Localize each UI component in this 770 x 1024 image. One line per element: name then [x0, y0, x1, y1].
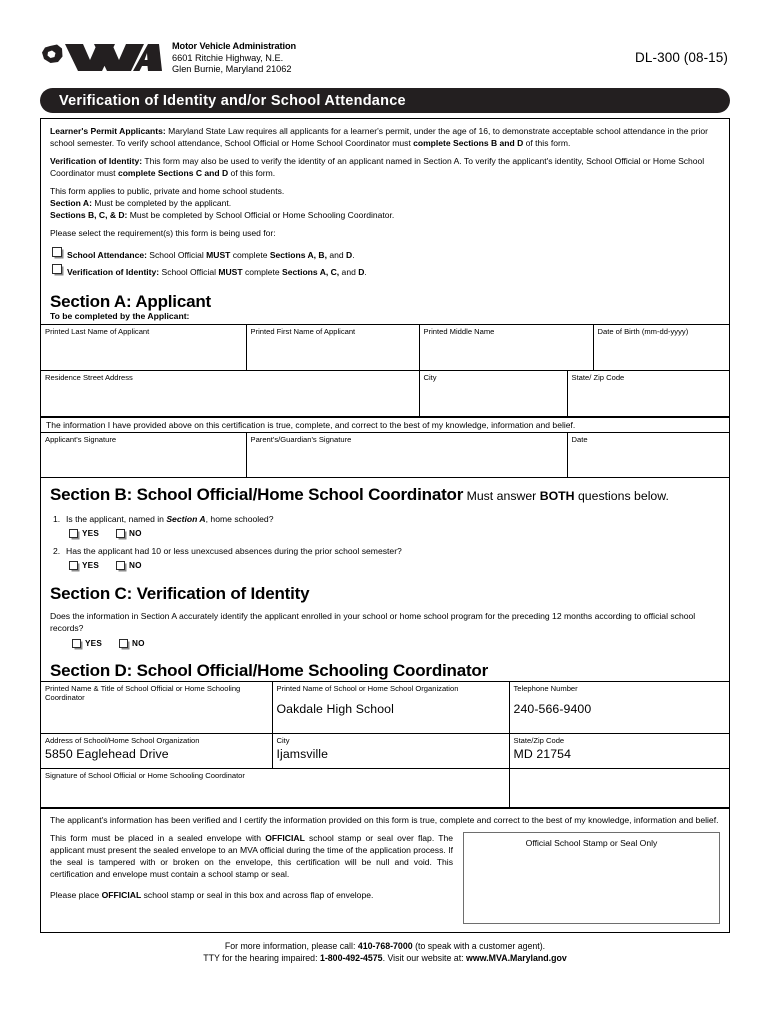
section-d-official-fields	[41, 681, 729, 734]
checkbox-verification-of-identity[interactable]	[52, 264, 62, 274]
intro-text-2c: of this form.	[228, 167, 276, 178]
question-number: 2.	[53, 545, 61, 556]
field-school-city[interactable]	[272, 734, 509, 769]
form-body-frame	[40, 118, 730, 933]
checkbox-label-verification-of-identity	[67, 264, 367, 278]
field-school-organization-name[interactable]	[272, 681, 509, 733]
checkbox-row-b1-yes[interactable]	[69, 529, 99, 538]
field-date-of-birth[interactable]	[593, 324, 729, 370]
question-text	[66, 513, 720, 525]
q1-em: Section A	[166, 513, 206, 524]
page-footer	[40, 933, 730, 965]
checkbox-b2-no[interactable]	[116, 561, 125, 570]
question-text: Has the applicant had 10 or less unexcused absences during the prior school semester?	[66, 545, 402, 556]
section-d-address-fields	[41, 734, 729, 770]
envelope-instructions-paragraph-1	[50, 832, 453, 880]
checkbox-row-c-yes[interactable]	[72, 639, 102, 648]
checkbox-label-no: NO	[128, 560, 142, 570]
footer-2b: . Visit our website at:	[382, 953, 467, 964]
intro-bold-1b: complete Sections B and D	[413, 137, 524, 148]
section-c-question: Does the information in Section A accurately identify the applicant enrolled in your school or home school program for the preceding 12 months according to official school records?	[50, 610, 696, 634]
intro-label-learners-permit: Learner's Permit Applicants:	[50, 126, 166, 136]
field-label: Printed Name & Title of School Official or Home Schooling Coordinator	[45, 683, 241, 703]
section-d-header-wrap	[41, 655, 729, 681]
env-1b: school stamp or seal over flap. The applicant must present the sealed envelope to an MVA official during the time of the application process. If the seal is tampered with or broken on the envelope, this certification will be null and void. This certification and envelope must contain a school stamp or seal.	[50, 832, 454, 879]
section-a-signature-fields	[41, 433, 729, 478]
section-d-heading: Section D: School Official/Home Schooling Coordinator	[50, 660, 489, 680]
section-b-question-1	[50, 513, 720, 525]
section-a-certification-statement: The information I have provided above on this certification is true, complete, and correct to the best of my knowledge, information and belief.	[41, 417, 729, 433]
table-row	[41, 324, 729, 370]
section-b-q2-answers	[50, 561, 720, 570]
field-state-zip[interactable]	[567, 371, 729, 417]
cb1-g: .	[364, 266, 367, 277]
envelope-instructions-paragraph-2	[50, 889, 453, 901]
field-label: Signature of School Official or Home Schooling Coordinator	[45, 771, 245, 781]
section-d-signature-fields	[41, 769, 729, 808]
cb1-e: and	[339, 266, 359, 277]
section-b-heading-suffix	[463, 489, 669, 503]
section-a-subheading: To be completed by the Applicant:	[50, 310, 190, 321]
field-last-name[interactable]	[41, 324, 246, 370]
checkbox-row-b1-no[interactable]	[116, 529, 142, 538]
bottom-certification-statement: The applicant's information has been verified and I certify the information provided on this form is true, complete and correct to the best of my knowledge, information and belief.	[50, 814, 719, 825]
field-value: Ijamsville	[276, 747, 329, 762]
agency-brand	[40, 40, 296, 76]
cb0-f: D	[346, 249, 353, 260]
intro-section-bcd-note	[50, 210, 720, 222]
cb0-b: MUST	[206, 249, 231, 260]
section-c-heading: Section C: Verification of Identity	[50, 583, 310, 603]
section-b-question-2	[50, 545, 720, 557]
bottom-block	[41, 808, 729, 932]
section-b-q1-answers	[50, 529, 720, 538]
cb1-a: School Official	[159, 266, 219, 277]
sb-suffix-bold: BOTH	[539, 488, 575, 503]
envelope-instructions	[50, 832, 463, 924]
section-b-heading-main: Section B: School Official/Home School Coordinator	[50, 484, 464, 504]
field-label: Applicant's Signature	[45, 435, 117, 445]
checkbox-c-yes[interactable]	[72, 639, 81, 648]
form-number: DL-300 (08-15)	[635, 50, 728, 65]
footer-phone-main: 410-768-7000	[357, 940, 413, 951]
field-telephone-number[interactable]	[509, 681, 729, 733]
section-b-block	[41, 478, 729, 576]
field-label: Printed Name of School or Home School Organization	[276, 683, 459, 693]
env-2b: school stamp or seal in this box and across flap of envelope.	[141, 889, 374, 900]
field-label: Address of School/Home School Organization	[45, 735, 200, 745]
checkbox-row-verification-of-identity[interactable]	[50, 264, 720, 278]
cb1-c: complete	[242, 266, 283, 277]
field-label: Printed Last Name of Applicant	[45, 326, 150, 336]
page-title: Verification of Identity and/or School Attendance	[59, 92, 406, 109]
checkbox-b2-yes[interactable]	[69, 561, 78, 570]
field-value: MD 21754	[513, 747, 572, 762]
section-b-heading	[50, 485, 720, 506]
field-parent-guardian-signature[interactable]	[246, 433, 567, 477]
sb-suffix-b: questions below.	[574, 488, 669, 503]
field-label: City	[423, 372, 437, 382]
bottom-columns	[50, 832, 720, 924]
question-number: 1.	[53, 513, 61, 524]
field-label: Telephone Number	[513, 683, 578, 693]
field-first-name[interactable]	[246, 324, 419, 370]
field-school-address[interactable]	[41, 734, 272, 769]
field-label: State/ Zip Code	[571, 372, 625, 382]
cb0-g: .	[352, 249, 355, 260]
field-value: Oakdale High School	[276, 702, 394, 717]
footer-line-2	[40, 952, 730, 965]
section-a-header-wrap	[41, 287, 729, 321]
intro-label-section-bcd: Sections B, C, & D:	[50, 209, 128, 220]
checkbox-b1-no[interactable]	[116, 529, 125, 538]
field-middle-name[interactable]	[419, 324, 593, 370]
intro-section-a-note	[50, 198, 720, 210]
agency-address-block	[172, 40, 296, 76]
env-2-bold: OFFICIAL	[101, 889, 142, 900]
cb0-a: School Official	[146, 249, 207, 260]
intro-text-1c: of this form.	[523, 137, 571, 148]
agency-name: Motor Vehicle Administration	[172, 41, 296, 51]
form-title-bar	[40, 88, 730, 113]
table-row	[41, 734, 729, 769]
intro-paragraph-learners-permit	[50, 126, 720, 149]
intro-select-requirements-label: Please select the requirement(s) this form is being used for:	[50, 228, 276, 239]
intro-label-verification: Verification of Identity:	[50, 156, 143, 167]
checkbox-row-b2-yes[interactable]	[69, 561, 99, 570]
footer-website: www.MVA.Maryland.gov	[466, 953, 567, 964]
env-2a: Please place	[50, 889, 102, 900]
q1-a: Is the applicant, named in	[66, 513, 167, 524]
field-applicant-signature[interactable]	[41, 433, 246, 477]
table-row	[41, 769, 729, 807]
cb0-d: Sections A, B,	[269, 249, 327, 260]
field-label: Printed First Name of Applicant	[250, 326, 356, 336]
checkbox-label-yes: YES	[82, 560, 99, 570]
agency-address-line-2: Glen Burnie, Maryland 21062	[172, 64, 292, 74]
checkbox-label-school-attendance	[67, 247, 355, 261]
cb0-c: complete	[230, 249, 270, 260]
section-a-address-fields	[41, 371, 729, 418]
field-label: Parent's/Guardian's Signature	[250, 435, 352, 445]
table-row	[41, 681, 729, 733]
intro-text-2a: This form may also be used to verify the identity of an applicant named in Section A. To verify the applicant's identity, School Official or Home School Coordinator must	[50, 156, 705, 178]
field-school-state-zip[interactable]	[509, 734, 729, 769]
cb1-b: MUST	[218, 266, 243, 277]
footer-2a: TTY for the hearing impaired:	[203, 953, 320, 964]
footer-phone-tty: 1-800-492-4575	[319, 953, 383, 964]
intro-text-section-a: Must be completed by the applicant.	[91, 197, 232, 208]
cb1-f: D	[358, 266, 365, 277]
q1-b: , home schooled?	[205, 513, 274, 524]
intro-text-section-bcd: Must be completed by School Official or Home Schooling Coordinator.	[127, 209, 395, 220]
intro-block	[41, 119, 729, 287]
checkbox-row-b2-no[interactable]	[116, 561, 142, 570]
field-label: State/Zip Code	[513, 735, 565, 745]
intro-text-1a: Maryland State Law requires all applicants for a learner's permit, under the age of 16, to demonstrate acceptable school attendance in the prior school semester. To verify school attendance, School Official or Home School Coordinator must	[50, 126, 709, 148]
footer-1a: For more information, please call:	[224, 940, 358, 951]
sb-suffix-a: Must answer	[463, 488, 540, 503]
intro-paragraph-verification	[50, 156, 720, 179]
field-label: Date	[571, 435, 588, 445]
checkbox-label-no: NO	[128, 528, 142, 538]
cb0-e: and	[326, 249, 346, 260]
table-row	[41, 433, 729, 477]
section-c-block	[41, 576, 729, 655]
cb0-label: School Attendance:	[67, 249, 147, 260]
checkbox-row-school-attendance[interactable]	[50, 247, 720, 261]
cb1-label: Verification of Identity:	[67, 266, 160, 277]
agency-address-line-1: 6601 Ritchie Highway, N.E.	[172, 52, 284, 63]
checkbox-label-no: NO	[131, 638, 145, 648]
field-city[interactable]	[419, 371, 567, 417]
table-row	[41, 371, 729, 417]
field-value: 240-566-9400	[513, 702, 592, 717]
field-signature-date[interactable]	[567, 433, 729, 477]
field-label: Date of Birth (mm-dd-yyyy)	[597, 326, 689, 336]
checkbox-c-no[interactable]	[119, 639, 128, 648]
field-official-name-title[interactable]	[41, 681, 272, 733]
intro-applies-to: This form applies to public, private and home school students.	[50, 186, 285, 197]
checkbox-label-yes: YES	[85, 638, 102, 648]
section-c-answers	[50, 639, 720, 648]
field-label: City	[276, 735, 290, 745]
page-header	[40, 40, 730, 84]
field-label: Residence Street Address	[45, 372, 133, 382]
section-a-name-fields	[41, 324, 729, 371]
stamp-box-label: Official School Stamp or Seal Only	[525, 837, 658, 848]
checkbox-label-yes: YES	[82, 528, 99, 538]
mva-logo-icon	[40, 40, 162, 74]
env-1-bold: OFFICIAL	[265, 832, 305, 843]
checkbox-b1-yes[interactable]	[69, 529, 78, 538]
checkbox-row-c-no[interactable]	[119, 639, 145, 648]
field-official-signature[interactable]	[41, 769, 509, 807]
official-stamp-box[interactable]	[463, 832, 720, 924]
cb1-d: Sections A, C,	[282, 266, 340, 277]
env-1a: This form must be placed in a sealed envelope with	[50, 832, 266, 843]
field-signature-blank[interactable]	[509, 769, 729, 807]
footer-line-1	[40, 940, 730, 953]
field-residence-street-address[interactable]	[41, 371, 419, 417]
section-a-heading: Section A: Applicant	[50, 291, 211, 311]
field-label: Printed Middle Name	[423, 326, 495, 336]
footer-1b: (to speak with a customer agent).	[412, 940, 546, 951]
field-value: 5850 Eaglehead Drive	[45, 747, 169, 762]
checkbox-school-attendance[interactable]	[52, 247, 62, 257]
intro-label-section-a: Section A:	[50, 197, 92, 208]
intro-bold-2b: complete Sections C and D	[117, 167, 229, 178]
